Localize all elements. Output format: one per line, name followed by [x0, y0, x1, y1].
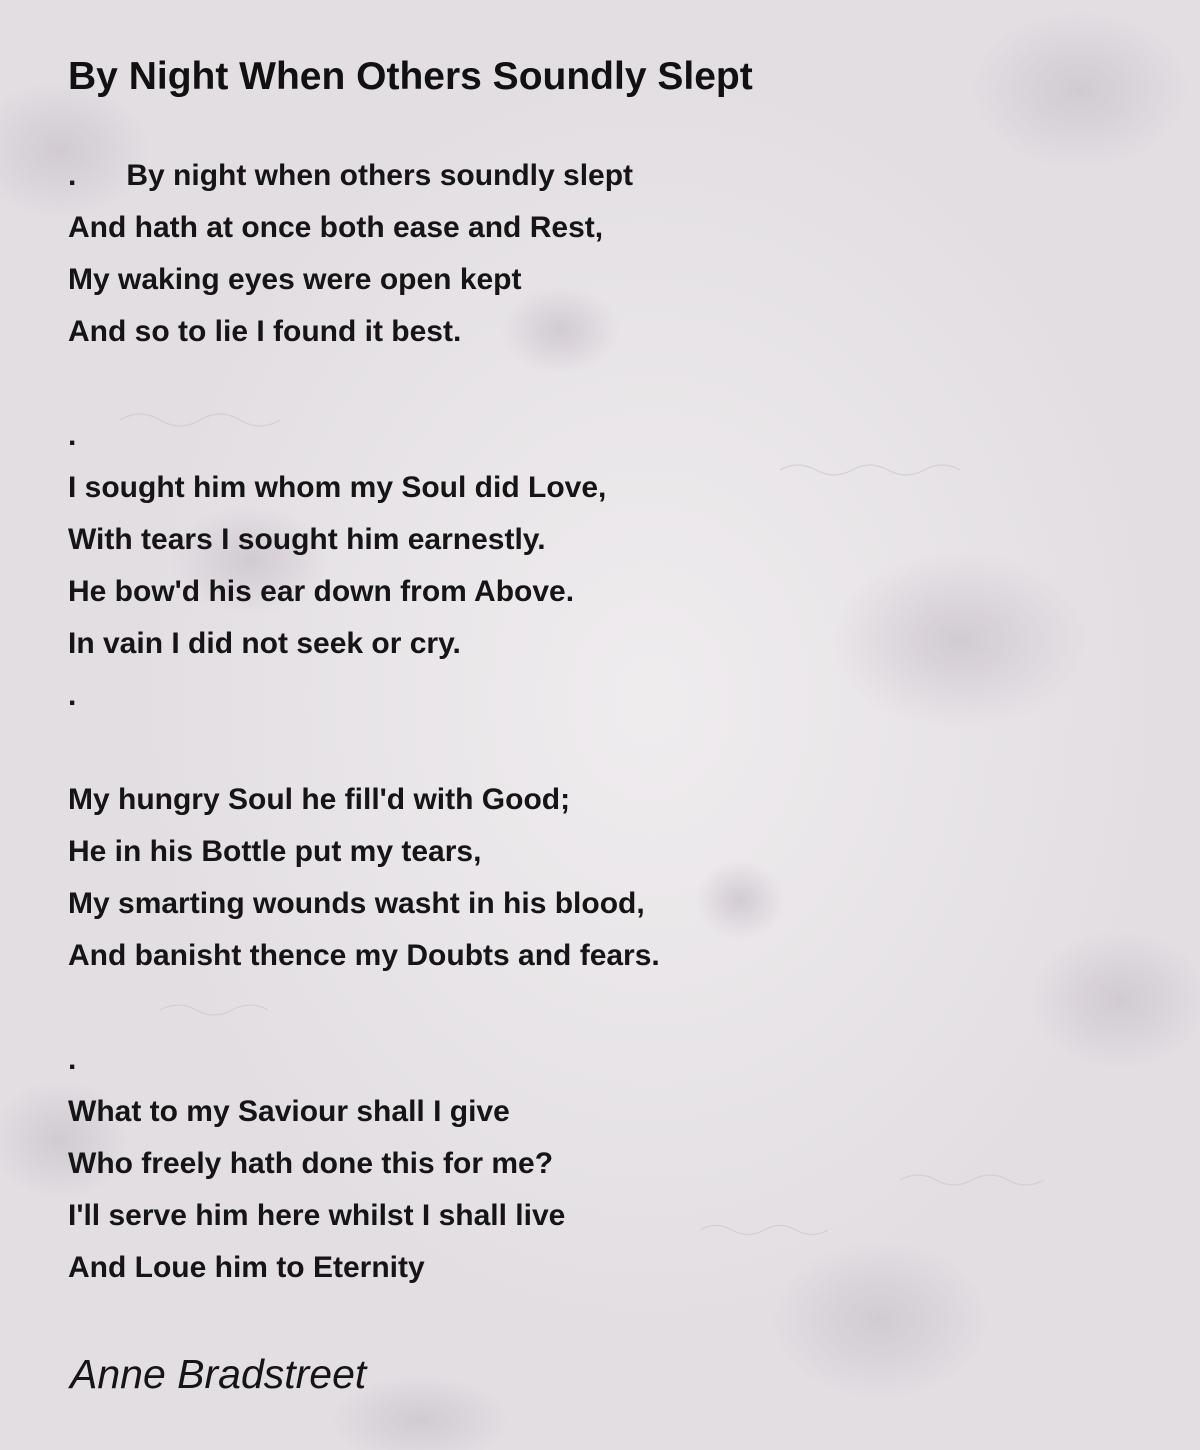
poem-line: My waking eyes were open kept: [68, 263, 522, 296]
poem-line: He in his Bottle put my tears,: [68, 835, 482, 868]
poem-line: And Loue him to Eternity: [68, 1251, 425, 1284]
poem-line-blank: [68, 982, 1148, 1034]
poem-author: Anne Bradstreet: [70, 1351, 367, 1397]
poem-line: He bow'd his ear down from Above.: [68, 575, 575, 608]
poem-line: With tears I sought him earnestly.: [68, 523, 546, 556]
poem-title: By Night When Others Soundly Slept: [68, 55, 753, 98]
poem-line: Who freely hath done this for me?: [68, 1147, 554, 1180]
poem-line: And so to lie I found it best.: [68, 315, 462, 348]
poem-line: What to my Saviour shall I give: [68, 1095, 510, 1128]
poem-line: . By night when others soundly slept: [68, 159, 634, 192]
poem-line-blank: [68, 722, 1148, 774]
poem-line-blank: [68, 358, 1148, 410]
poem-body: [68, 150, 1148, 1294]
poem-line: I'll serve him here whilst I shall live: [68, 1199, 566, 1232]
poem-line: .: [68, 419, 77, 452]
poem-line: And hath at once both ease and Rest,: [68, 211, 604, 244]
poem-line: .: [68, 679, 77, 712]
poem-line: My hungry Soul he fill'd with Good;: [68, 783, 571, 816]
poem-line: And banisht thence my Doubts and fears.: [68, 939, 660, 972]
poem-line: .: [68, 1043, 77, 1076]
poem-line: In vain I did not seek or cry.: [68, 627, 461, 660]
poem-line: My smarting wounds washt in his blood,: [68, 887, 645, 920]
poem-line: I sought him whom my Soul did Love,: [68, 471, 607, 504]
